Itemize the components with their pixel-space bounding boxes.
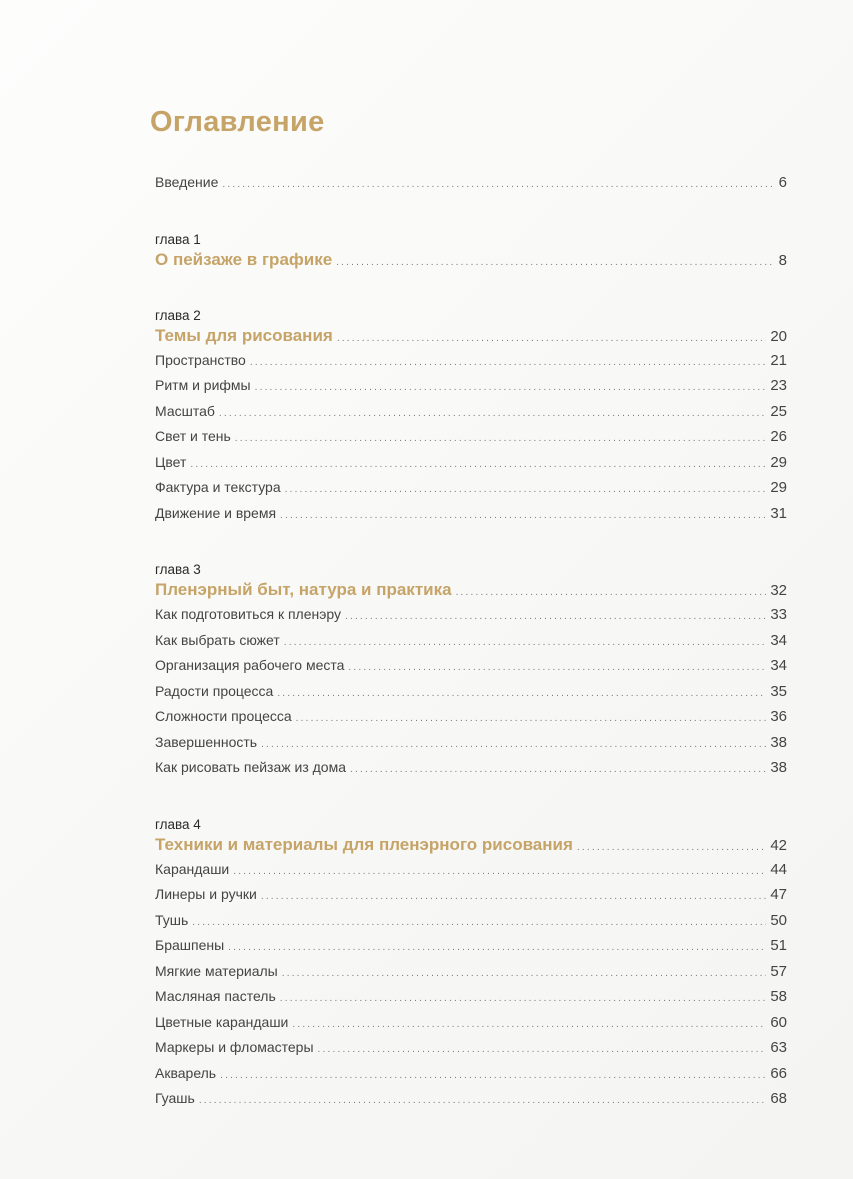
chapter-heading[interactable]: [155, 580, 787, 606]
page-number: 23: [770, 377, 787, 394]
entry-title: Брашпены: [155, 937, 225, 953]
entry-title: Ритм и рифмы: [155, 377, 251, 393]
page-number: 60: [770, 1013, 787, 1031]
entry-title: Техники и материалы для пленэрного рисования: [155, 834, 573, 854]
dot-leader: [292, 1019, 766, 1030]
entry-title: Маркеры и фломастеры: [155, 1039, 314, 1055]
toc-entry[interactable]: [155, 1065, 787, 1091]
dot-leader: [235, 433, 767, 444]
entry-title: Организация рабочего места: [155, 657, 345, 673]
toc-entry[interactable]: [155, 759, 787, 785]
toc-entry[interactable]: [155, 632, 787, 658]
page-number: 38: [770, 759, 787, 776]
dot-leader: [233, 866, 766, 877]
toc-entry[interactable]: [155, 963, 787, 989]
toc-entry[interactable]: [155, 1090, 787, 1116]
page-number: 31: [770, 504, 787, 522]
dot-leader: [336, 257, 774, 268]
toc-entry[interactable]: [155, 708, 787, 734]
entry-title: Пространство: [155, 351, 246, 368]
page-number: 8: [778, 251, 787, 269]
entry-title: Цвет: [155, 453, 187, 470]
page-number: 34: [770, 631, 787, 649]
toc-entry[interactable]: [155, 912, 787, 938]
dot-leader: [219, 408, 766, 419]
page-number: 33: [770, 606, 787, 623]
page-number: 6: [778, 174, 787, 191]
toc-entry[interactable]: [155, 505, 787, 531]
table-of-contents: [155, 174, 787, 1116]
entry-title: Фактура и текстура: [155, 479, 281, 495]
page-number: 50: [770, 911, 787, 929]
dot-leader: [261, 739, 766, 750]
page-number: 35: [770, 682, 787, 700]
entry-title: Гуашь: [155, 1090, 195, 1106]
page-number: 29: [770, 453, 787, 471]
toc-entry[interactable]: [155, 454, 787, 480]
dot-leader: [222, 179, 774, 190]
chapter-heading[interactable]: [155, 250, 787, 276]
toc-entry[interactable]: [155, 734, 787, 760]
dot-leader: [280, 510, 766, 521]
page-number: 42: [770, 836, 787, 854]
toc-entry[interactable]: [155, 988, 787, 1014]
toc-entry[interactable]: [155, 1014, 787, 1040]
dot-leader: [296, 713, 767, 724]
entry-title: Введение: [155, 174, 219, 190]
entry-title: Акварель: [155, 1064, 217, 1081]
toc-entry[interactable]: [155, 683, 787, 709]
toc-entry[interactable]: [155, 886, 787, 912]
entry-title: Движение и время: [155, 504, 277, 521]
chapter-label: глава 2: [155, 307, 201, 323]
dot-leader: [318, 1044, 767, 1055]
dot-leader: [228, 942, 766, 953]
entry-title: Тушь: [155, 911, 189, 928]
entry-title: Как подготовиться к пленэру: [155, 606, 341, 622]
spacer: [155, 200, 787, 226]
page-title: Оглавление: [150, 106, 325, 138]
spacer: [155, 530, 787, 556]
chapter-label: глава 3: [155, 562, 201, 577]
dot-leader: [345, 611, 766, 622]
dot-leader: [284, 637, 767, 648]
toc-entry[interactable]: [155, 657, 787, 683]
page-number: 51: [770, 937, 787, 954]
entry-title: Масштаб: [155, 402, 215, 419]
chapter-label: глава 1: [155, 231, 201, 247]
entry-title: Мягкие материалы: [155, 962, 278, 979]
entry-title: Темы для рисования: [155, 325, 333, 345]
page-number: 66: [770, 1064, 787, 1082]
page-number: 26: [770, 428, 787, 445]
entry-title: Цветные карандаши: [155, 1013, 289, 1030]
page-number: 25: [770, 402, 787, 420]
entry-title: Пленэрный быт, натура и практика: [155, 580, 452, 599]
page-number: 20: [770, 327, 787, 345]
dot-leader: [350, 764, 766, 775]
dot-leader: [190, 459, 766, 470]
entry-title: Масляная пастель: [155, 988, 276, 1004]
entry-title: О пейзаже в графике: [155, 249, 333, 269]
dot-leader: [285, 484, 767, 495]
chapter-heading[interactable]: [155, 326, 787, 352]
toc-entry[interactable]: [155, 377, 787, 403]
page-number: 38: [770, 733, 787, 751]
chapter-heading[interactable]: [155, 835, 787, 861]
toc-entry[interactable]: [155, 606, 787, 632]
entry-title: Свет и тень: [155, 428, 231, 444]
dot-leader: [199, 1095, 767, 1106]
chapter-label: глава 4: [155, 816, 201, 832]
page-number: 47: [770, 886, 787, 903]
spacer: [155, 785, 787, 811]
dot-leader: [255, 382, 767, 393]
dot-leader: [577, 842, 766, 853]
dot-leader: [192, 917, 766, 928]
page-number: 57: [770, 962, 787, 980]
dot-leader: [277, 688, 766, 699]
dot-leader: [280, 993, 767, 1004]
dot-leader: [220, 1070, 766, 1081]
entry-title: Карандаши: [155, 860, 230, 877]
entry-title: Как рисовать пейзаж из дома: [155, 759, 347, 775]
page-number: 63: [770, 1039, 787, 1056]
entry-title: Линеры и ручки: [155, 886, 257, 902]
toc-entry-intro[interactable]: [155, 174, 787, 200]
dot-leader: [456, 587, 767, 598]
entry-title: Сложности процесса: [155, 708, 292, 724]
dot-leader: [250, 357, 766, 368]
toc-entry[interactable]: [155, 352, 787, 378]
page-number: 34: [770, 657, 787, 674]
dot-leader: [282, 968, 767, 979]
spacer: [155, 276, 787, 302]
entry-title: Как выбрать сюжет: [155, 631, 280, 648]
toc-entry[interactable]: [155, 403, 787, 429]
page-number: 29: [770, 479, 787, 496]
page-number: 21: [770, 351, 787, 369]
page-number: 32: [770, 582, 787, 599]
toc-entry[interactable]: [155, 428, 787, 454]
page-number: 44: [770, 860, 787, 878]
entry-title: Радости процесса: [155, 682, 274, 699]
toc-entry[interactable]: [155, 861, 787, 887]
page-number: 36: [770, 708, 787, 725]
page-number: 68: [770, 1090, 787, 1107]
dot-leader: [348, 662, 766, 673]
toc-entry[interactable]: [155, 479, 787, 505]
toc-entry[interactable]: [155, 1039, 787, 1065]
dot-leader: [337, 333, 767, 344]
page-number: 58: [770, 988, 787, 1005]
dot-leader: [261, 891, 766, 902]
entry-title: Завершенность: [155, 733, 258, 750]
toc-entry[interactable]: [155, 937, 787, 963]
